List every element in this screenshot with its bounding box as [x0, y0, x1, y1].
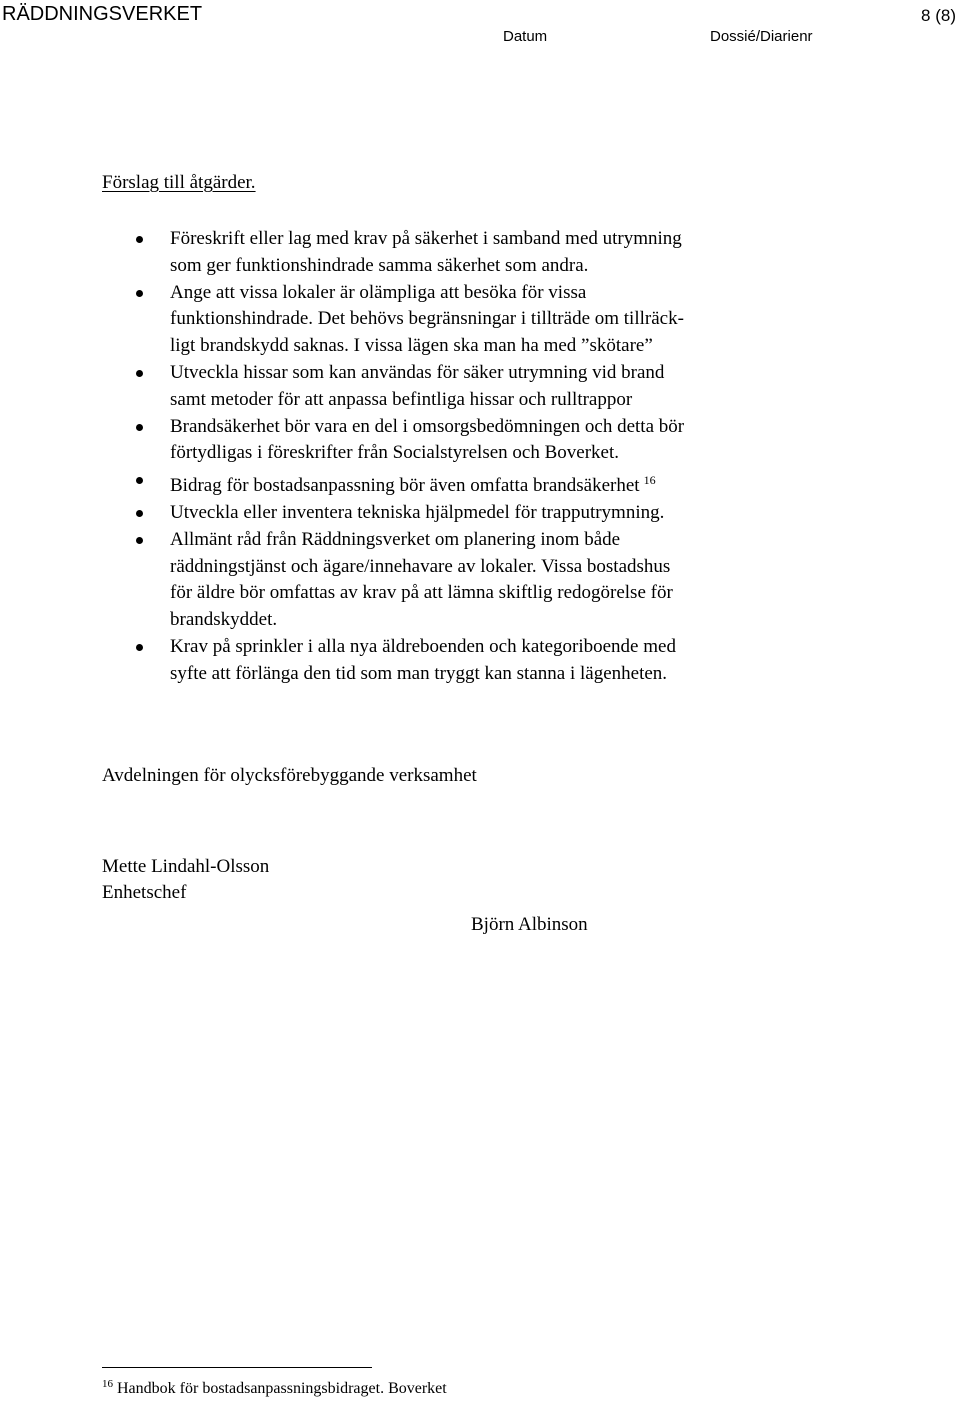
list-item-text: Krav på sprinkler i alla nya äldreboenden och kategoriboende med syfte att förlänga den tid som man tryggt kan stanna i lägenheten.	[170, 635, 676, 684]
list-item-text: Föreskrift eller lag med krav på säkerhet i samband med utrymning som ger funktionshindrade samma säkerhet som andra.	[170, 228, 682, 276]
list-item	[102, 414, 802, 468]
bullet-icon	[136, 424, 143, 431]
bullet-icon	[136, 290, 143, 297]
bullet-icon	[136, 537, 143, 544]
date-label: Datum	[503, 28, 548, 45]
organization-name: RÄDDNINGSVERKET	[2, 3, 203, 25]
list-item-text: Brandsäkerhet bör vara en del i omsorgsbedömningen och detta bör förtydligas i föreskrifter från Socialstyrelsen och Boverket.	[170, 415, 685, 464]
list-item-text: Bidrag för bostadsanpassning bör även omfatta brandsäkerhet	[170, 475, 640, 497]
list-item-text: Utveckla hissar som kan användas för säker utrymning vid brand samt metoder för att anpassa befintliga hissar och rulltrappor	[170, 361, 665, 410]
footnote	[102, 1378, 447, 1398]
list-item	[102, 280, 802, 360]
bullet-icon	[136, 370, 143, 377]
footnote-text: Handbok för bostadsanpassningsbidraget. Boverket	[117, 1380, 447, 1397]
measures-list	[102, 226, 802, 688]
signatory-name: Mette Lindahl-Olsson	[102, 856, 270, 877]
list-item	[102, 360, 802, 414]
list-item	[102, 634, 802, 688]
list-item	[102, 467, 802, 500]
bullet-icon	[136, 644, 143, 651]
department-name: Avdelningen för olycksförebyggande verksamhet	[102, 765, 477, 786]
bullet-icon	[136, 510, 143, 517]
list-item	[102, 500, 802, 527]
page-number: 8 (8)	[921, 6, 956, 25]
list-item-text: Ange att vissa lokaler är olämpliga att besöka för vissa funktionshindrade. Det behövs begränsningar i tillträde om tillräck- ligt brandskydd saknas. I vissa lägen ska man ha med ”skötare”	[170, 281, 684, 357]
footnote-divider	[102, 1367, 372, 1368]
dossier-label: Dossié/Diarienr	[710, 28, 813, 45]
signatory-role: Enhetschef	[102, 882, 187, 903]
bullet-icon	[136, 236, 143, 243]
second-signatory-name: Björn Albinson	[471, 914, 588, 935]
list-item-text: Utveckla eller inventera tekniska hjälpmedel för trapputrymning.	[170, 501, 665, 523]
list-item	[102, 226, 802, 280]
bullet-icon	[136, 477, 143, 484]
list-item	[102, 527, 802, 634]
footnote-reference: 16	[643, 473, 656, 488]
section-title: Förslag till åtgärder.	[102, 172, 256, 193]
footnote-number: 16	[102, 1378, 113, 1390]
list-item-text: Allmänt råd från Räddningsverket om planering inom både räddningstjänst och ägare/innehavare av lokaler. Vissa bostadshus för äldre bör omfattas av krav på att lämna skiftlig redogörelse för brandskyddet.	[170, 528, 673, 631]
